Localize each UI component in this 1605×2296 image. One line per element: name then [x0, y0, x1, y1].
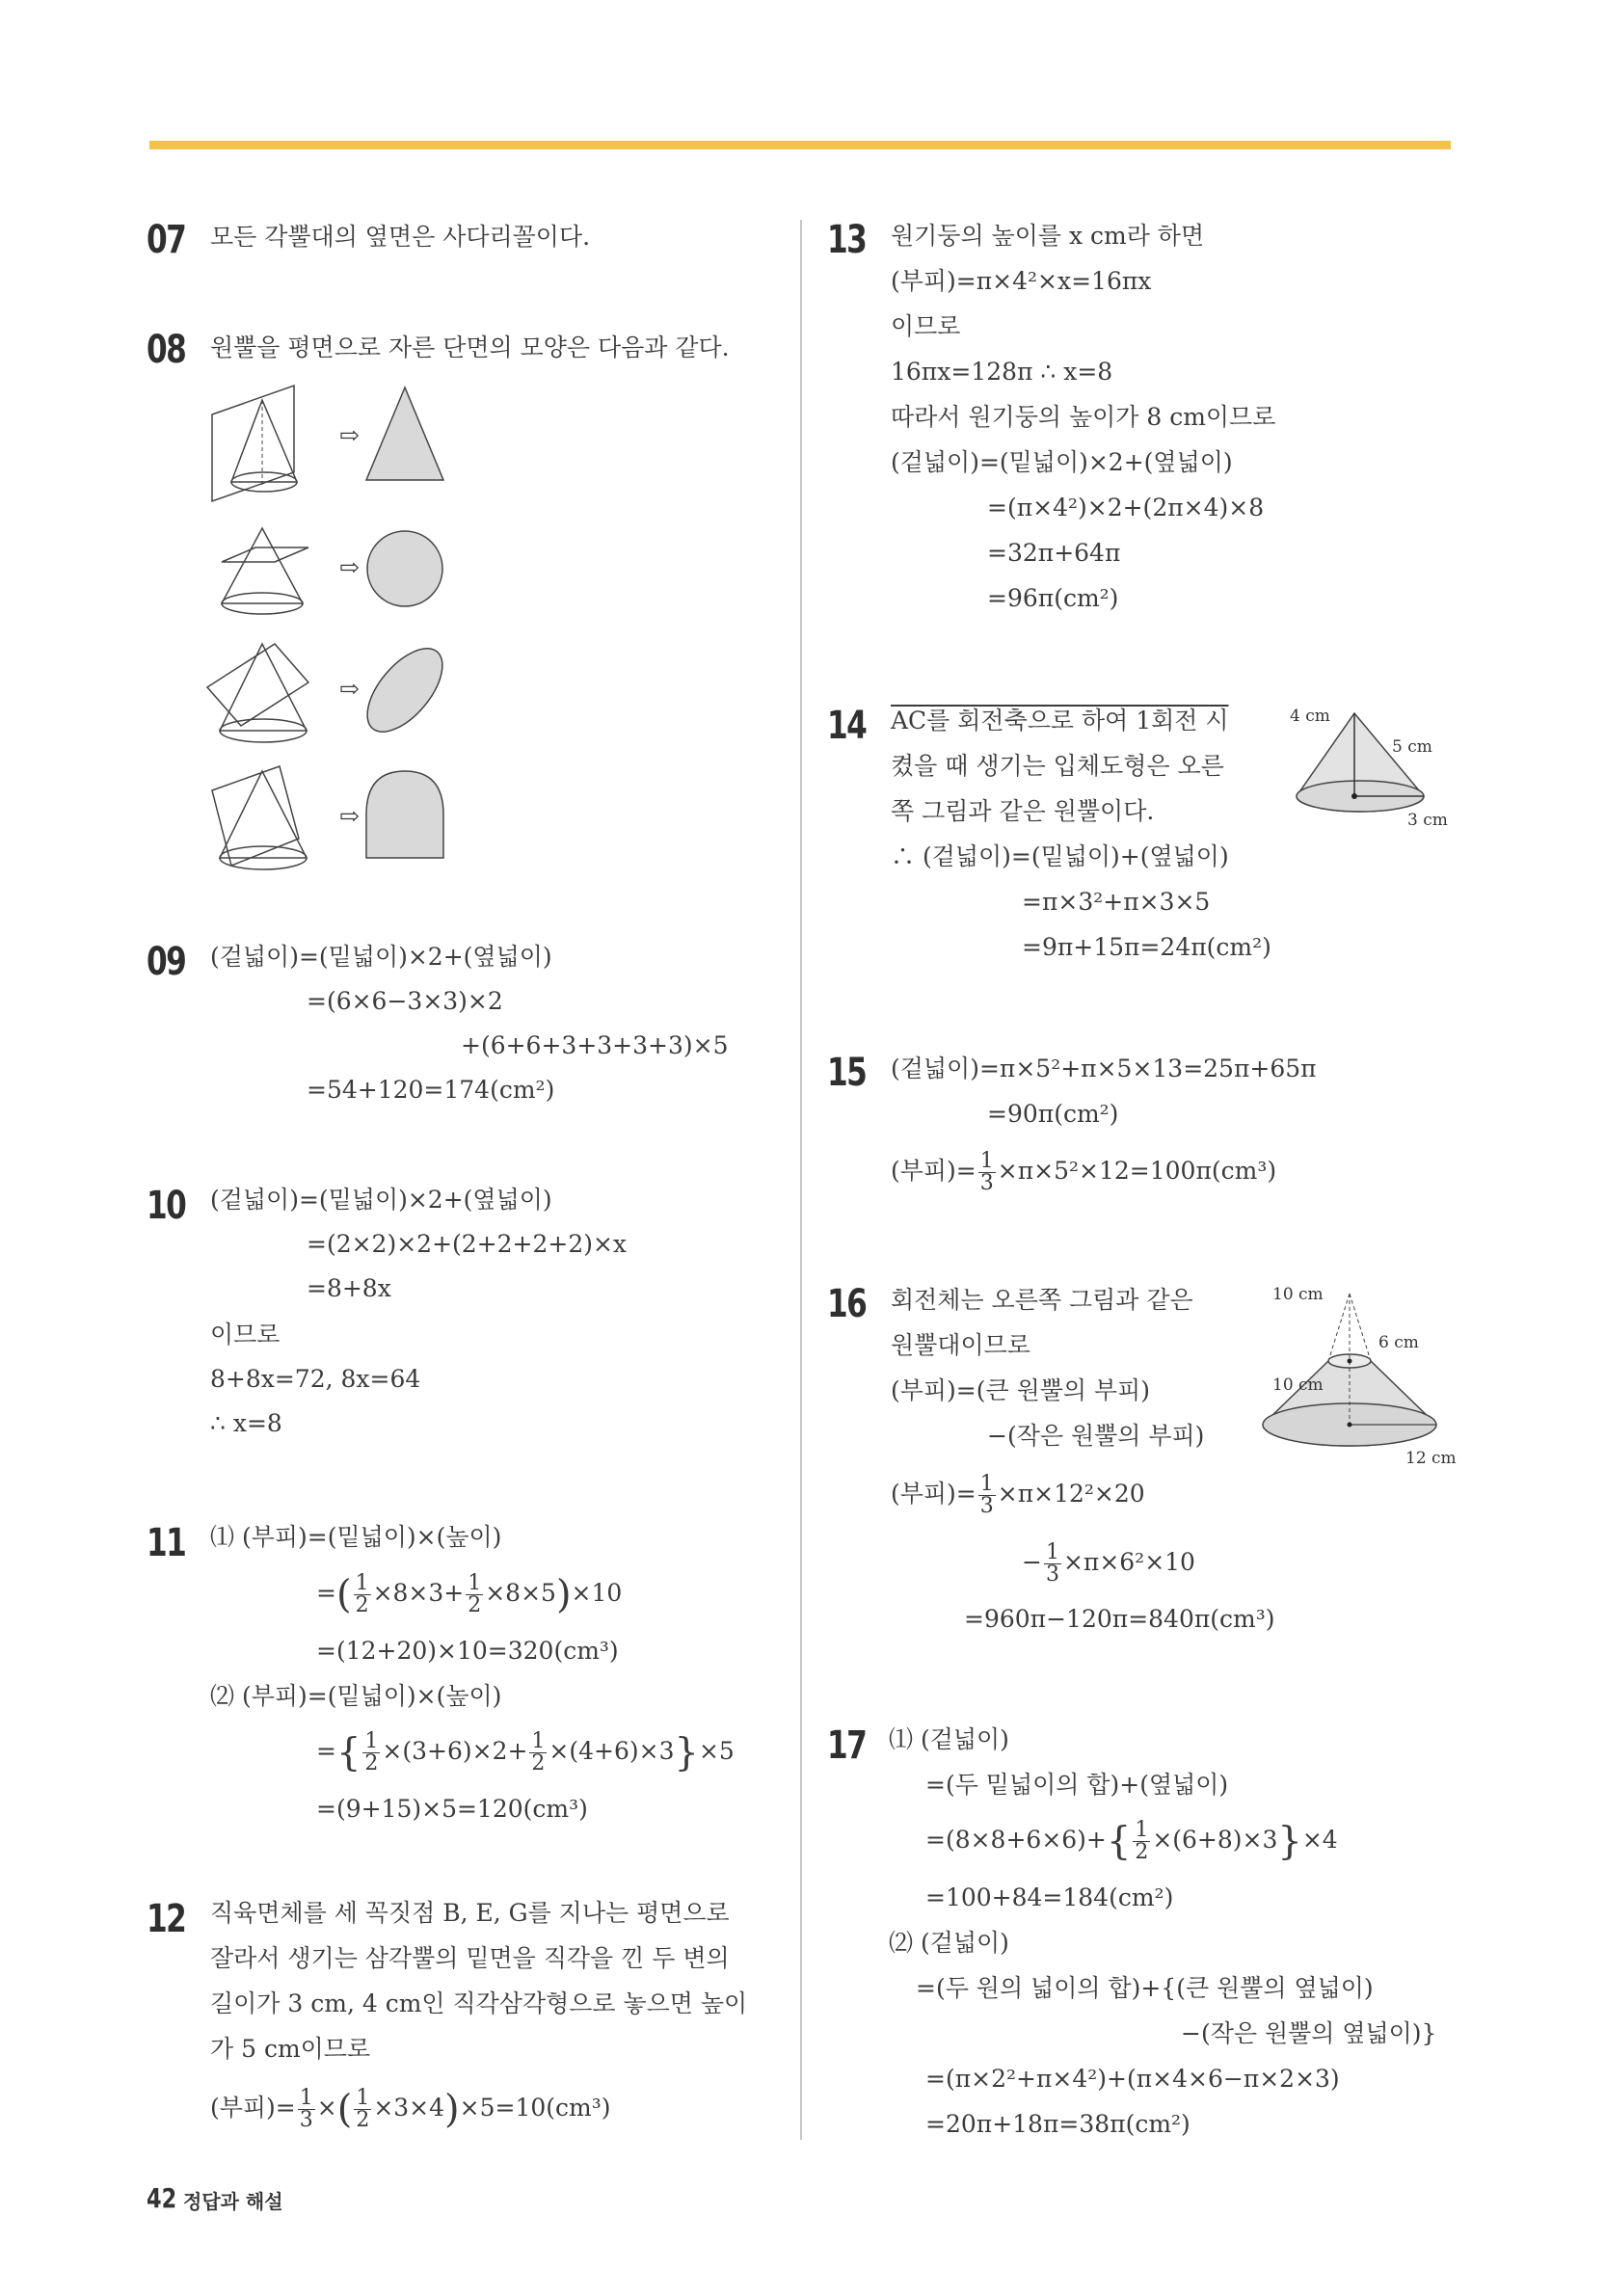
- solution-line: (부피)=π×4²×x=16πx: [891, 267, 1152, 295]
- solution-line: 쪽 그림과 같은 원뿔이다.: [891, 797, 1155, 825]
- solution-line: −(작은 원뿔의 옆넓이)}: [1181, 2019, 1437, 2047]
- solution-line: ∴ (겉넓이)=(밑넓이)+(옆넓이): [891, 842, 1229, 870]
- solution-line: =(6×6−3×3)×2: [307, 987, 503, 1015]
- solution-line: −(작은 원뿔의 부피): [987, 1422, 1205, 1450]
- problem-number: 08: [147, 328, 186, 372]
- problem-number: 07: [147, 218, 186, 262]
- solution-line: ={ $\frac{1}{2}$ ×(3+6)×2+ $\frac{1}{2}$ ×(4+6)×3}×5: [316, 1729, 735, 1775]
- solution-line: 따라서 원기둥의 높이가 8 cm이므로: [891, 403, 1276, 431]
- solution-line: (겉넓이)=(밑넓이)×2+(옆넓이): [891, 448, 1233, 476]
- solution-line: 8+8x=72, 8x=64: [210, 1365, 421, 1393]
- problem-number: 10: [147, 1184, 186, 1228]
- solution-line: =96π(cm²): [987, 584, 1119, 612]
- solution-line: 16πx=128π ∴ x=8: [891, 358, 1113, 386]
- solution-line: 직육면체를 세 꼭짓점 B, E, G를 지나는 평면으로: [210, 1899, 730, 1927]
- solution-line: (부피)=(큰 원뿔의 부피): [891, 1376, 1151, 1404]
- svg-text:4 cm: 4 cm: [1290, 707, 1330, 726]
- problem-number: 11: [147, 1521, 186, 1565]
- solution-line: =9π+15π=24π(cm²): [1022, 933, 1271, 961]
- problem-number: 17: [827, 1723, 867, 1768]
- problem-number: 14: [827, 704, 867, 748]
- solution-line: (겉넓이)=(밑넓이)×2+(옆넓이): [210, 943, 552, 971]
- solution-line: 가 5 cm이므로: [210, 2035, 371, 2063]
- solution-line: 원뿔대이므로: [891, 1331, 1030, 1359]
- solution-line: =8+8x: [307, 1274, 391, 1302]
- column-divider: [800, 220, 802, 2140]
- solution-line: ⑵ (겉넓이): [889, 1929, 1009, 1957]
- solution-line: 이므로: [210, 1321, 281, 1348]
- solution-line: =(두 밑넓이의 합)+(옆넓이): [925, 1771, 1229, 1799]
- solution-line: 회전체는 오른쪽 그림과 같은: [891, 1286, 1193, 1314]
- solution-line: (부피)= $\frac{1}{3}$ ×π×5²×12=100π(cm³): [891, 1149, 1277, 1195]
- solution-line: =54+120=174(cm²): [307, 1076, 555, 1104]
- arrow-icon: ⇨: [339, 553, 360, 581]
- solution-line: +(6+6+3+3+3+3)×5: [461, 1031, 729, 1059]
- solution-line: ⑴ (부피)=(밑넓이)×(높이): [210, 1523, 502, 1551]
- solution-line: (부피)= $\frac{1}{3}$ ×π×12²×20: [891, 1472, 1145, 1518]
- solution-line: (겉넓이)=(밑넓이)×2+(옆넓이): [210, 1186, 552, 1214]
- solution-line: ⑴ (겉넓이): [889, 1725, 1009, 1753]
- solution-line: ∴ x=8: [210, 1409, 282, 1437]
- solution-line: 원기둥의 높이를 x cm라 하면: [891, 222, 1205, 250]
- solution-line: AC를 회전축으로 하여 1회전 시: [891, 707, 1229, 734]
- solution-line: ⑵ (부피)=(밑넓이)×(높이): [210, 1682, 502, 1710]
- solution-line: =(두 원의 넓이의 합)+{(큰 원뿔의 옆넓이): [916, 1974, 1374, 2002]
- frustum-figure: [1253, 1282, 1465, 1468]
- solution-line: 이므로: [891, 312, 961, 340]
- solution-line: 잘라서 생기는 삼각뿔의 밑면을 직각을 낀 두 변의: [210, 1944, 730, 1972]
- problem-number: 16: [827, 1282, 867, 1326]
- solution-line: =( $\frac{1}{2}$ ×8×3+ $\frac{1}{2}$ ×8×5)×10: [316, 1571, 623, 1617]
- solution-line: =(π×2²+π×4²)+(π×4×6−π×2×3): [925, 2065, 1340, 2093]
- solution-line: (겉넓이)=π×5²+π×5×13=25π+65π: [891, 1055, 1317, 1082]
- page-number: 42: [147, 2182, 177, 2214]
- solution-line: =100+84=184(cm²): [925, 1883, 1174, 1911]
- svg-text:6 cm: 6 cm: [1378, 1333, 1419, 1352]
- arrow-icon: ⇨: [339, 802, 360, 830]
- problem-number: 15: [827, 1051, 867, 1095]
- problem-number: 09: [147, 940, 186, 984]
- solution-line: 길이가 3 cm, 4 cm인 직각삼각형으로 놓으면 높이: [210, 1989, 748, 2017]
- solution-line: =(9+15)×5=120(cm³): [316, 1795, 588, 1823]
- problem-number: 13: [827, 218, 867, 262]
- solution-line: =π×3²+π×3×5: [1022, 888, 1211, 916]
- svg-text:10 cm: 10 cm: [1272, 1285, 1324, 1304]
- answer-text: 원뿔을 평면으로 자른 단면의 모양은 다음과 같다.: [210, 334, 730, 361]
- arrow-icon: ⇨: [339, 421, 360, 449]
- solution-line: =32π+64π: [987, 539, 1121, 567]
- section-title: 정답과 해설: [183, 2190, 283, 2213]
- solution-line: =960π−120π=840π(cm³): [964, 1605, 1275, 1633]
- svg-text:3 cm: 3 cm: [1407, 811, 1448, 830]
- svg-text:5 cm: 5 cm: [1392, 737, 1432, 757]
- top-accent-bar: [149, 141, 1451, 149]
- answer-text: 모든 각뿔대의 옆면은 사다리꼴이다.: [210, 223, 591, 251]
- solution-line: =(8×8+6×6)+{ $\frac{1}{2}$ ×(6+8)×3}×4: [925, 1818, 1338, 1864]
- solution-line: =20π+18π=38π(cm²): [925, 2110, 1190, 2138]
- problem-number: 12: [147, 1897, 186, 1941]
- svg-text:12 cm: 12 cm: [1405, 1449, 1457, 1468]
- solution-line: =90π(cm²): [987, 1100, 1119, 1128]
- solution-line: =(12+20)×10=320(cm³): [316, 1637, 619, 1665]
- svg-text:10 cm: 10 cm: [1272, 1375, 1324, 1395]
- solution-line: − $\frac{1}{3}$ ×π×6²×10: [1022, 1540, 1195, 1587]
- cone-figure: [1292, 702, 1465, 837]
- solution-line: =(2×2)×2+(2+2+2+2)×x: [307, 1230, 628, 1258]
- solution-line: =(π×4²)×2+(2π×4)×8: [987, 494, 1265, 521]
- arrow-icon: ⇨: [339, 675, 360, 703]
- solution-line: (부피)= $\frac{1}{3}$ ×( $\frac{1}{2}$ ×3×4)×5=10(cm³): [210, 2086, 611, 2132]
- solution-line: 켰을 때 생기는 입체도형은 오른: [891, 752, 1224, 780]
